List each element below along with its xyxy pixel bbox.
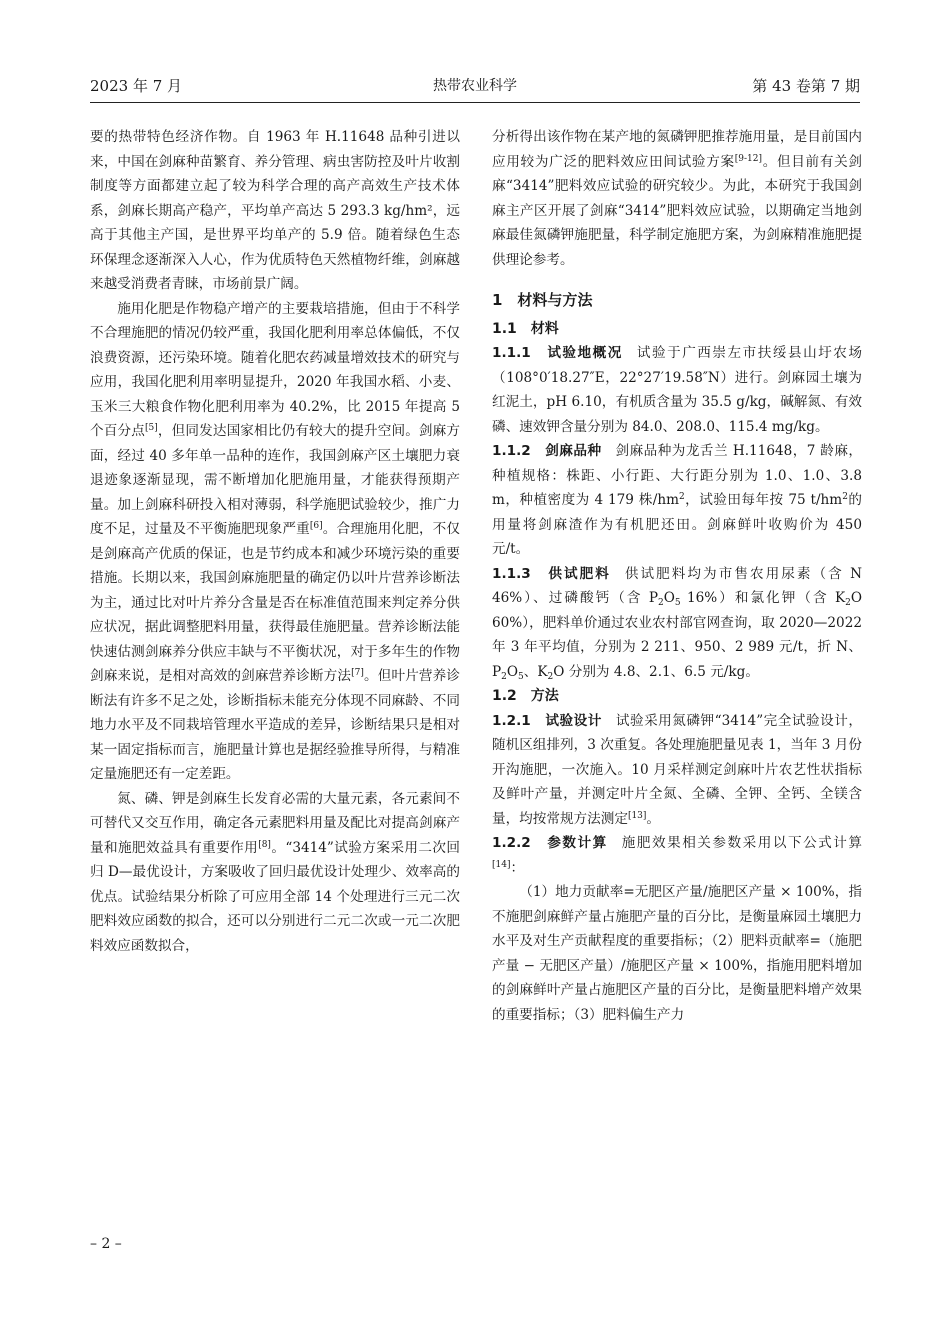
section-heading-1-2-1: 1.2.1 试验设计 [492, 712, 602, 729]
citation-7[interactable]: [7] [351, 668, 364, 678]
paragraph-intro-continued: 要的热带特色经济作物。自 1963 年 H.11648 品种引进以来，中国在剑麻种苗繁育、养分管理、病虫害防控及叶片收割制度等方面都建立起了较为科学合理的高产高效生产技术体系，剑麻长期高产稳产，平均单产高达 5 293.3 kg/hm²，远高于其他主产国，是世界平均单产的 5.9 倍。随着绿色生态环保理念逐渐深入人心，作为优质特色天然植物纤维，剑麻越来越受消费者青睐，市场前景广阔。 [90, 129, 460, 292]
issue-date: 2023 年 7 月 [90, 77, 183, 95]
section-heading-1-1-2: 1.1.2 剑麻品种 [492, 443, 602, 459]
citation-14[interactable]: [14] [492, 859, 511, 870]
paragraph-design: 1.2.1 试验设计 试验采用氮磷钾“3414”完全试验设计，随机区组排列，3 次重复。各处理施肥量见表 1，当年 3 月份开沟施肥，一次施入。10 月采样测定剑麻叶片农艺性状指标及鲜叶产量，并测定叶片全氮、全磷、全钾、全钙、全镁含量，均按常规方法测定[13]。 [492, 712, 862, 827]
paragraph-params: 1.2.2 参数计算 施肥效果相关参数采用以下公式计算[14]： [492, 835, 862, 876]
citation-13[interactable]: [13] [627, 810, 647, 821]
page-header [90, 76, 860, 103]
citation-6[interactable]: [6] [309, 521, 323, 531]
section-heading-1-2-2: 1.2.2 参数计算 [492, 835, 608, 851]
section-heading-1-1: 1.1 材料 [492, 320, 559, 337]
paragraph-fertilizer: 施用化肥是作物稳产增产的主要栽培措施，但由于不科学不合理施肥的情况仍较严重，我国化肥利用率总体偏低，不仅浪费资源，还污染环境。随着化肥农药减量增效技术的研究与应用，我国化肥利用率明显提升，2020 年我国水稻、小麦、玉米三大粮食作物化肥利用率为 40.2%，比 2015 年提高 5 个百分点[5]，但同发达国家相比仍有较大的提升空间。剑麻方面，经过 40 多年单一品种的连作，我国剑麻产区土壤肥力衰退迹象逐渐显现，需不断增加化肥施用量，才能获得预期产量。加上剑麻科研投入相对薄弱，科学施肥试验较少，推广力度不足，过量及不平衡施肥现象严重[6]。合理施用化肥，不仅是剑麻高产优质的保证，也是节约成本和减少环境污染的重要措施。长期以来，我国剑麻施肥量的确定仍以叶片营养诊断法为主，通过比对叶片养分含量是否在标准值范围来判定养分供应状况，据此调整肥料用量，获得最佳施肥量。营养诊断法能快速估测剑麻养分供应丰缺与不平衡状况，对于多年生的作物剑麻来说，是相对高效的剑麻营养诊断方法[7]。但叶片营养诊断法有许多不足之处，诊断指标未能充分体现不同麻龄、不同地力水平及不同栽培管理水平造成的差异，诊断结果只是相对某一固定指标而言，施肥量计算也是据经验推导所得，与精准定量施肥还有一定差距。 [90, 300, 461, 782]
paragraph-3414-intro: 分析得出该作物在某产地的氮磷钾肥推荐施用量，是目前国内应用较为广泛的肥料效应田间试验方案[9-12]。但目前有关剑麻“3414”肥料效应试验的研究较少。为此，本研究于我国剑麻主产区开展了剑麻“3414”肥料效应试验，以期确定当地剑麻最佳氮磷钾施肥量，科学制定施肥方案，为剑麻精准施肥提供理论参考。 [492, 129, 862, 268]
paragraph-variety: 1.1.2 剑麻品种 剑麻品种为龙舌兰 H.11648，7 龄麻，种植规格：株距、小行距、大行距分别为 1.0、1.0、3.8 m，种植密度为 4 179 株$/hm^2$，试验田每年按 75 $t/hm^2$的用量将剑麻渣作为有机肥还田。剑麻鲜叶收购价为 450 元/t。 [492, 443, 862, 557]
right-column [492, 125, 862, 1027]
section-heading-1-1-3: 1.1.3 供试肥料 [492, 565, 611, 582]
paragraph-site: 1.1.1 试验地概况 试验于广西崇左市扶绥县山圩农场（108°0′18.27″E，22°27′19.58″N）进行。剑麻园土壤为红泥土，pH 6.10，有机质含量为 35.5 g/kg，碱解氮、有效磷、速效钾含量分别为 84.0、208.0、115.4 mg/kg。 [492, 345, 862, 435]
section-heading-1-1-1: 1.1.1 试验地概况 [492, 345, 623, 361]
section-heading-1: 1 材料与方法 [492, 291, 593, 309]
volume-issue: 第 43 卷第 7 期 [752, 77, 860, 95]
section-heading-1-2: 1.2 方法 [492, 688, 559, 704]
citation-8[interactable]: [8] [258, 839, 271, 850]
left-column [90, 125, 460, 958]
citation-9-12[interactable]: [9-12] [734, 153, 763, 164]
journal-name: 热带农业科学 [433, 78, 517, 94]
citation-5[interactable]: [5] [144, 423, 158, 433]
paragraph-formulas: （1）地力贡献率=无肥区产量/施肥区产量 × 100%，指不施肥剑麻鲜产量占施肥产量的百分比，是衡量麻园土壤肥力水平及对生产贡献程度的重要指标；（2）肥料贡献率=（施肥产量 − 无肥区产量）/施肥区产量 × 100%，指施用肥料增加的剑麻鲜叶产量占施肥区产量的百分比，是衡量肥料增产效果的重要指标；（3）肥料偏生产力 [492, 884, 862, 1023]
page-number: – 2 – [90, 1236, 122, 1252]
paragraph-fertilizers: 1.1.3 供试肥料 供试肥料均为市售农用尿素（含 N 46%）、过磷酸钙（含 $P_2O_5$ 16%）和氯化钾（含 $K_2O$ 60%），肥料单价通过农业农村部官网查询，取 2020—2022 年 3 年平均值，分别为 2 211、950、2 989 元/t，折 N、$P_2O_5$、$K_2O$ 分别为 4.8、2.1、6.5 元/kg。 [492, 565, 862, 682]
paragraph-npk: 氮、磷、钾是剑麻生长发育必需的大量元素，各元素间不可替代又交互作用，确定各元素肥料用量及配比对提高剑麻产量和施肥效益具有重要作用[8]。“3414”试验方案采用二次回归 D—最优设计，方案吸收了回归最优设计处理少、效率高的优点。试验结果分析除了可应用全部 14 个处理进行三元二次肥料效应函数的拟合，还可以分别进行二元二次或一元二次肥料效应函数拟合， [90, 790, 461, 954]
